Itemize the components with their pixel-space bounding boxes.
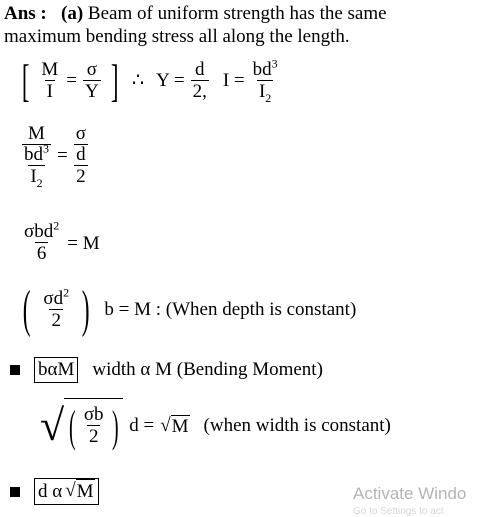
denominator bbox=[74, 144, 88, 188]
subscript: 2 bbox=[36, 175, 43, 190]
answer-line1: Beam of uniform strength has the same bbox=[87, 3, 387, 24]
denominator: 6 bbox=[36, 243, 47, 264]
subscript: 2 bbox=[265, 90, 272, 105]
fraction-sigma-over-d-2 bbox=[74, 124, 88, 188]
base: bd bbox=[252, 58, 272, 80]
denominator: 2 bbox=[76, 166, 86, 187]
denominator bbox=[22, 141, 51, 190]
exponent: 3 bbox=[43, 141, 49, 156]
right-paren: ) bbox=[111, 401, 119, 451]
right-paren: ) bbox=[81, 281, 90, 338]
base: σbd bbox=[24, 221, 54, 242]
fraction-m-over-i bbox=[39, 60, 60, 103]
boxed-result bbox=[34, 478, 99, 505]
boxed-result: bαM bbox=[34, 357, 78, 383]
left-paren: ( bbox=[22, 281, 31, 338]
radical-sign-icon: √ bbox=[160, 414, 171, 436]
denominator: 2 bbox=[51, 309, 61, 331]
left-bracket: [ bbox=[21, 55, 30, 106]
equation-rhs: b = M : (When depth is constant) bbox=[104, 299, 357, 320]
exponent: 3 bbox=[271, 56, 278, 71]
radical-sign-icon: √ bbox=[65, 480, 76, 501]
numerator bbox=[41, 285, 71, 309]
equation-rhs: = M bbox=[67, 232, 100, 254]
square-root bbox=[40, 398, 123, 454]
fraction-sigma-bd2-over-6 bbox=[22, 218, 61, 265]
bullet-square-icon bbox=[10, 365, 20, 375]
inner-fraction bbox=[22, 141, 51, 190]
i-label: I = bbox=[222, 70, 245, 91]
numerator: σ bbox=[75, 123, 86, 144]
bullet-square-icon bbox=[10, 487, 20, 497]
square-root bbox=[160, 415, 189, 438]
result-depth-proportional bbox=[10, 478, 99, 505]
equals-sign: = bbox=[57, 145, 68, 166]
activation-watermark-subtext: Go to Settings to act bbox=[353, 506, 444, 517]
boxed-prefix: d α bbox=[38, 480, 63, 502]
denominator: Y bbox=[84, 80, 99, 102]
radicand bbox=[64, 398, 123, 454]
answer-line2: maximum bending stress all along the length. bbox=[4, 26, 350, 47]
base: I bbox=[258, 80, 266, 102]
radicand: M bbox=[76, 481, 94, 502]
base: I bbox=[30, 166, 37, 187]
therefore-symbol: ∴ bbox=[132, 70, 145, 91]
ans-label: Ans : bbox=[4, 3, 47, 24]
square-root bbox=[65, 479, 94, 504]
equation-substitution bbox=[22, 124, 88, 188]
equation-flexure bbox=[18, 55, 280, 106]
exponent: 2 bbox=[63, 285, 70, 300]
denominator: I bbox=[46, 80, 53, 102]
numerator bbox=[22, 141, 51, 165]
result-width-proportional bbox=[10, 357, 323, 383]
denominator: 2 bbox=[88, 426, 99, 447]
base: bd bbox=[24, 144, 43, 165]
fraction-sigma-over-y bbox=[83, 60, 101, 103]
denominator: 2, bbox=[192, 80, 207, 102]
result-text: width α M (Bending Moment) bbox=[92, 359, 323, 380]
inner-fraction bbox=[74, 145, 88, 188]
radical-sign-icon: √ bbox=[40, 401, 65, 450]
answer-paragraph bbox=[4, 3, 486, 25]
equals-sign: = bbox=[66, 70, 77, 91]
activation-watermark: Activate Windo bbox=[353, 484, 467, 503]
numerator: d bbox=[194, 58, 205, 80]
equation-mid: d = bbox=[129, 415, 155, 436]
numerator bbox=[251, 56, 280, 80]
fraction-d-over-2 bbox=[191, 60, 209, 103]
equation-depth-constant bbox=[18, 281, 357, 338]
numerator: M bbox=[28, 123, 45, 144]
exponent: 2 bbox=[53, 218, 60, 233]
fraction-sigma-b-over-2 bbox=[82, 405, 106, 448]
numerator bbox=[22, 218, 61, 242]
right-bracket: ] bbox=[110, 55, 119, 106]
numerator: M bbox=[41, 58, 59, 80]
fraction-bd3-over-i2 bbox=[251, 56, 280, 105]
fraction-sigma-d2-over-2 bbox=[41, 285, 71, 332]
base: σd bbox=[43, 287, 64, 309]
equation-width-constant bbox=[40, 398, 391, 454]
left-paren: ( bbox=[69, 401, 76, 451]
equation-moment bbox=[22, 218, 100, 265]
denominator bbox=[257, 80, 273, 103]
numerator: σb bbox=[83, 404, 104, 425]
fraction-m-over-bd3-i2 bbox=[22, 124, 51, 188]
radicand: M bbox=[171, 415, 189, 437]
denominator bbox=[28, 165, 44, 188]
part-label: (a) bbox=[61, 3, 84, 24]
y-label: Y = bbox=[156, 70, 185, 91]
numerator: d bbox=[76, 144, 86, 165]
numerator: σ bbox=[86, 58, 97, 80]
condition-note: (when width is constant) bbox=[203, 415, 391, 436]
